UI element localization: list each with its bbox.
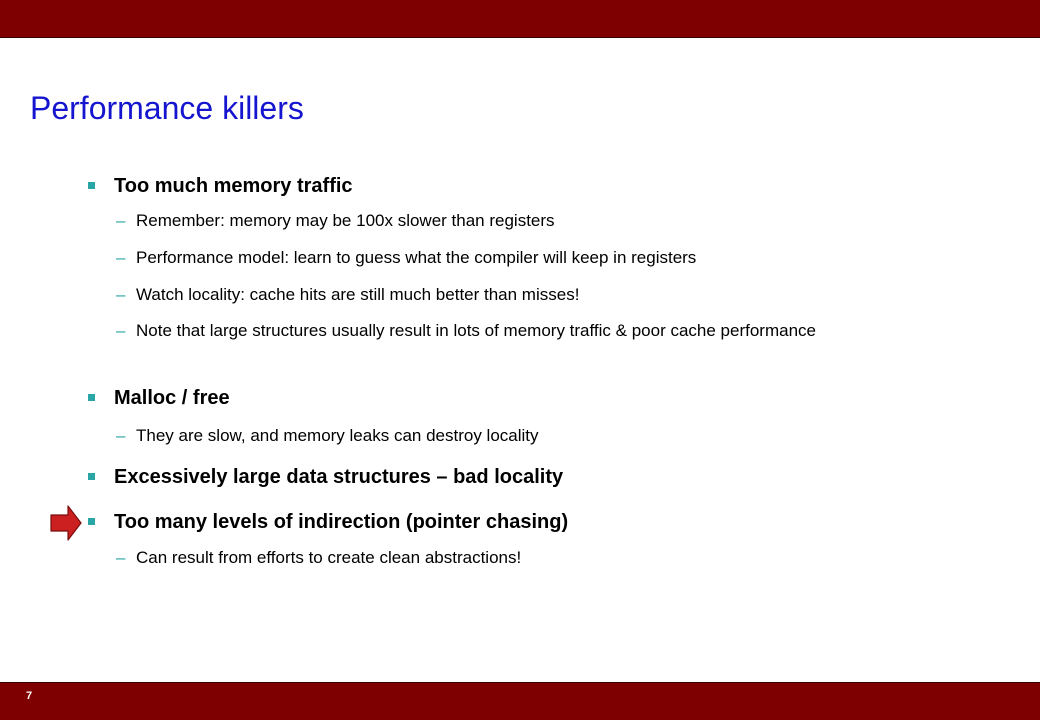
dash-icon: – — [116, 285, 126, 304]
square-bullet-icon — [88, 518, 95, 525]
dash-icon: – — [116, 211, 126, 230]
bullet-text: Malloc / free — [114, 387, 230, 409]
sub-bullet-text: Performance model: learn to guess what the compiler will keep in registers — [136, 248, 697, 267]
bullet-text: Too much memory traffic — [114, 175, 353, 197]
bullet-text: Too many levels of indirection (pointer chasing) — [114, 511, 569, 533]
page-number: 7 — [26, 690, 33, 702]
slide-title: Performance killers — [30, 90, 304, 126]
header-bar — [0, 0, 1040, 38]
dash-icon: – — [116, 548, 126, 567]
sub-bullet-text: They are slow, and memory leaks can destroy locality — [136, 426, 539, 445]
sub-bullet-text: Remember: memory may be 100x slower than registers — [136, 211, 555, 230]
dash-icon: – — [116, 321, 126, 340]
dash-icon: – — [116, 248, 126, 267]
sub-bullet-text: Can result from efforts to create clean abstractions! — [136, 548, 522, 567]
red-arrow-icon — [50, 505, 82, 541]
square-bullet-icon — [88, 182, 95, 189]
sub-bullet-text: Note that large structures usually result in lots of memory traffic & poor cache performance — [136, 321, 816, 340]
square-bullet-icon — [88, 473, 95, 480]
sub-bullet-text: Watch locality: cache hits are still much better than misses! — [136, 285, 580, 304]
bullet-text: Excessively large data structures – bad locality — [114, 466, 564, 488]
footer-bar — [0, 682, 1040, 720]
square-bullet-icon — [88, 394, 95, 401]
dash-icon: – — [116, 426, 126, 445]
